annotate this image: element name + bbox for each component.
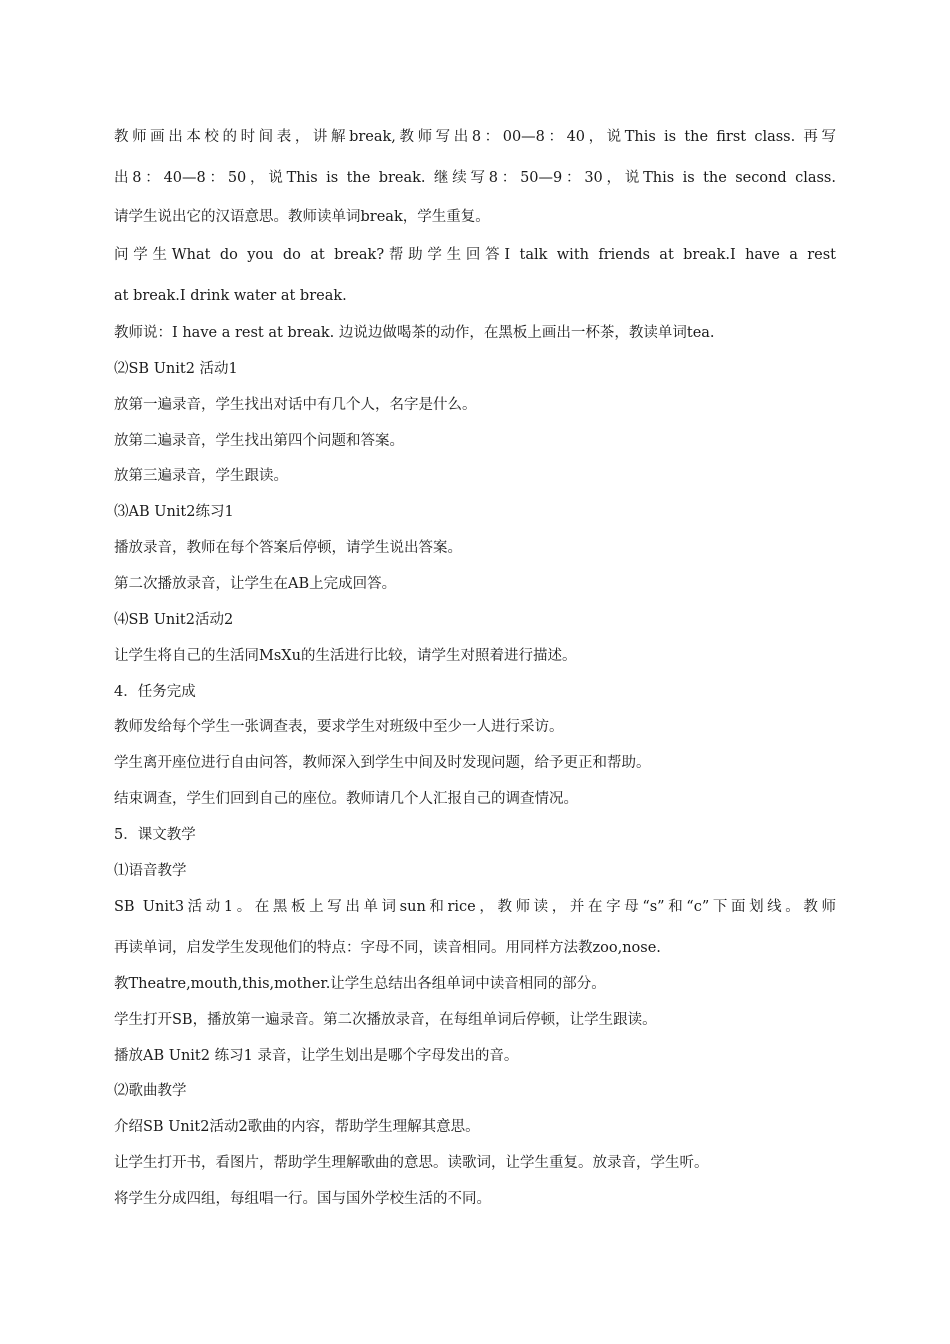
text-line: at break.I drink water at break.: [114, 288, 347, 304]
text-line: 教师说：I have a rest at break. 边说边做喝茶的动作，在黑板上画出一杯茶，教读单词tea.: [114, 325, 715, 341]
section-heading: ⑶AB Unit2练习1: [114, 504, 234, 520]
section-heading: ⑵歌曲教学: [114, 1083, 187, 1099]
section-heading: 5．课文教学: [114, 827, 196, 843]
section-heading: ⑷SB Unit2活动2: [114, 612, 234, 628]
text-line: 教Theatre,mouth,this,mother.让学生总结出各组单词中读音相同的部分。: [114, 976, 606, 992]
text-line: 介绍SB Unit2活动2歌曲的内容，帮助学生理解其意思。: [114, 1119, 480, 1135]
text-line: 再读单词，启发学生发现他们的特点：字母不同，读音相同。用同样方法教zoo,nose.: [114, 940, 661, 956]
text-line: 播放AB Unit2 练习1 录音，让学生划出是哪个字母发出的音。: [114, 1048, 519, 1064]
section-heading: 4．任务完成: [114, 684, 196, 700]
text-line: 播放录音，教师在每个答案后停顿，请学生说出答案。: [114, 540, 462, 556]
text-line: 放第三遍录音，学生跟读。: [114, 468, 288, 484]
text-line: 教师画出本校的时间表，讲解break,教师写出8：00—8：40，说This is the first class. 再写: [114, 129, 836, 145]
text-line: 结束调查，学生们回到自己的座位。教师请几个人汇报自己的调查情况。: [114, 791, 578, 807]
text-line: 出8：40—8：50，说This is the break. 继续写8：50—9：30，说This is the second class.: [114, 170, 836, 186]
section-heading: ⑴语音教学: [114, 863, 187, 879]
text-line: 让学生打开书，看图片，帮助学生理解歌曲的意思。读歌词，让学生重复。放录音，学生听。: [114, 1155, 709, 1171]
text-line: 学生离开座位进行自由问答，教师深入到学生中间及时发现问题，给予更正和帮助。: [114, 755, 651, 771]
text-line: 放第一遍录音，学生找出对话中有几个人，名字是什么。: [114, 397, 477, 413]
text-line: 让学生将自己的生活同MsXu的生活进行比较，请学生对照着进行描述。: [114, 648, 577, 664]
text-line: 第二次播放录音，让学生在AB上完成回答。: [114, 576, 397, 592]
text-line: 请学生说出它的汉语意思。教师读单词break，学生重复。: [114, 209, 490, 225]
text-line: 学生打开SB，播放第一遍录音。第二次播放录音，在每组单词后停顿，让学生跟读。: [114, 1012, 657, 1028]
text-line: 教师发给每个学生一张调查表，要求学生对班级中至少一人进行采访。: [114, 719, 564, 735]
text-line: 问学生What do you do at break?帮助学生回答I talk with friends at break.I have a rest: [114, 247, 836, 263]
text-line: 将学生分成四组，每组唱一行。国与国外学校生活的不同。: [114, 1191, 491, 1207]
text-line: SB Unit3活动1。在黑板上写出单词sun和rice，教师读，并在字母“s”和“c”下面划线。教师: [114, 899, 836, 915]
text-line: 放第二遍录音，学生找出第四个问题和答案。: [114, 433, 404, 449]
section-heading: ⑵SB Unit2 活动1: [114, 361, 238, 377]
